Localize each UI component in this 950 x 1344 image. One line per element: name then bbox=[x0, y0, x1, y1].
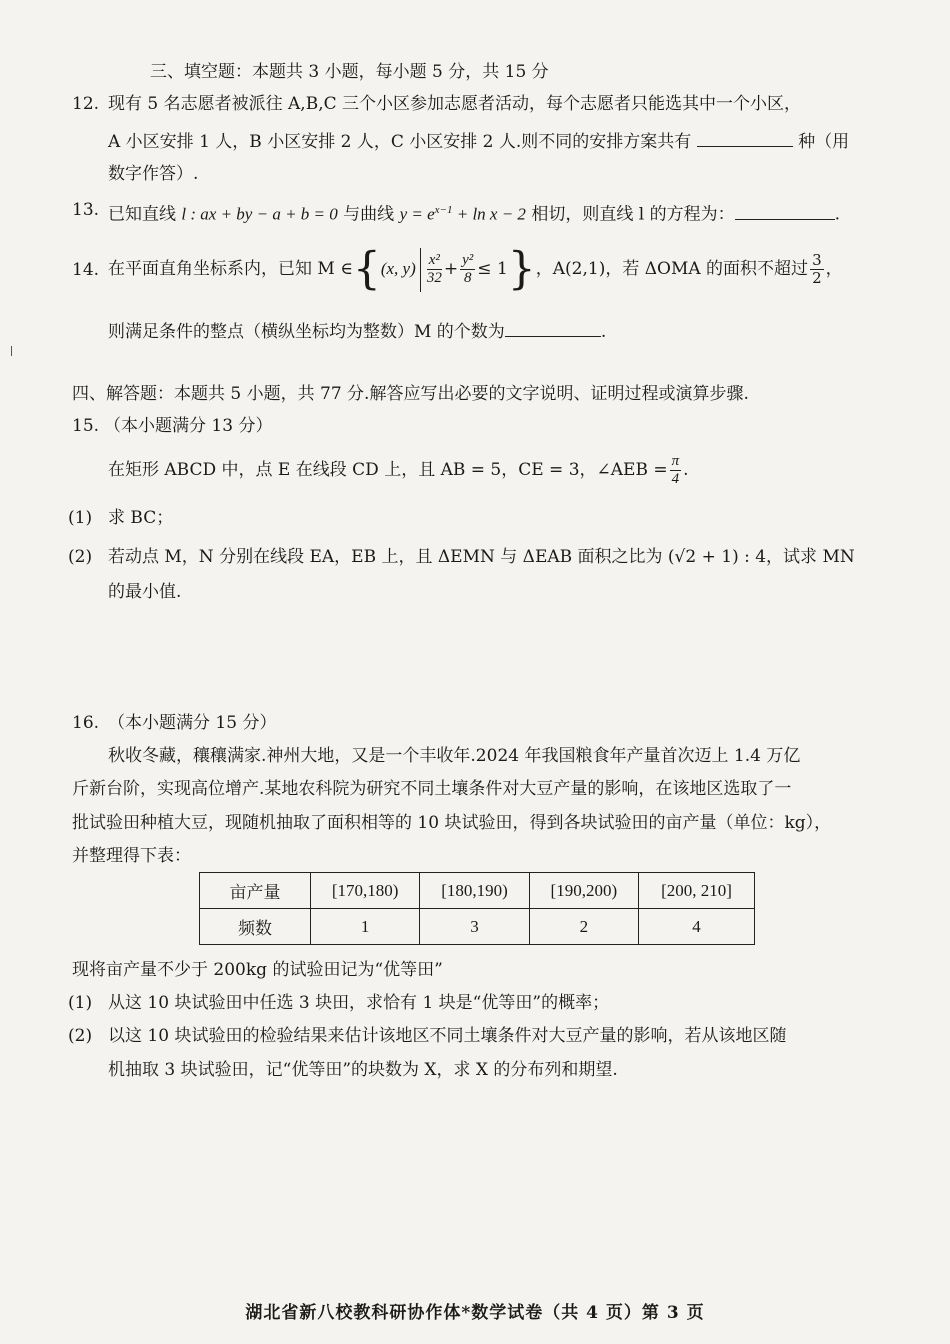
part-text: 若动点 M，N 分别在线段 EA，EB 上，且 ΔEMN 与 ΔEAB 面积之比为 (√2 + 1) : 4，试求 MN bbox=[108, 547, 855, 567]
denominator: 2 bbox=[812, 269, 822, 287]
question-text-part: 则满足条件的整点（横纵坐标均为整数）M 的个数为 bbox=[108, 322, 505, 342]
question-text bbox=[108, 198, 840, 227]
part-label: (1) bbox=[68, 993, 93, 1013]
right-brace: } bbox=[507, 243, 536, 295]
question-text-part: 在平面直角坐标系内，已知 M ∈ bbox=[108, 259, 353, 279]
question-text-part: ，A(2,1)，若 ΔOMA 的面积不超过 bbox=[535, 259, 809, 279]
curve-equation: y = e bbox=[399, 204, 435, 224]
part-label: (2) bbox=[68, 1026, 93, 1046]
question-text: 数字作答）. bbox=[108, 164, 199, 184]
numerator: y² bbox=[462, 252, 474, 268]
question-text-part: A 小区安排 1 人，B 小区安排 2 人，C 小区安排 2 人.则不同的安排方案共有 bbox=[108, 132, 692, 152]
answer-blank[interactable] bbox=[505, 318, 601, 337]
table-row bbox=[200, 909, 755, 945]
page-footer: 湖北省新八校教科研协作体*数学试卷（共 4 页）第 3 页 bbox=[245, 1303, 705, 1323]
question-number: 13. bbox=[72, 200, 100, 220]
answer-blank[interactable] bbox=[697, 128, 793, 147]
denominator: 4 bbox=[671, 471, 680, 487]
question-text-part: ， bbox=[825, 259, 843, 279]
numerator: x² bbox=[428, 252, 440, 268]
question-number: 15. bbox=[72, 416, 100, 436]
table-cell: [170,180) bbox=[311, 873, 420, 909]
paragraph-line: 并整理得下表： bbox=[72, 846, 191, 866]
question-text-part: . bbox=[600, 322, 607, 342]
fraction bbox=[810, 252, 824, 287]
question-text-part: . bbox=[683, 460, 689, 480]
table-cell: [200, 210] bbox=[638, 873, 754, 909]
table-row bbox=[200, 873, 755, 909]
table-cell: 4 bbox=[638, 909, 754, 945]
numerator: 3 bbox=[812, 251, 822, 269]
set-divider bbox=[420, 248, 421, 292]
operator: + bbox=[443, 259, 459, 279]
answer-blank[interactable] bbox=[735, 201, 835, 220]
inequality: ≤ 1 bbox=[477, 259, 508, 279]
part-text: 以这 10 块试验田的检验结果来估计该地区不同土壤条件对大豆产量的影响，若从该地区随 bbox=[108, 1026, 787, 1046]
question-number: 12. bbox=[72, 94, 100, 114]
table-cell: 3 bbox=[420, 909, 529, 945]
part-text: 机抽取 3 块试验田，记“优等田”的块数为 X，求 X 的分布列和期望. bbox=[108, 1060, 618, 1080]
table-cell: [190,200) bbox=[529, 873, 638, 909]
table-header-cell: 频数 bbox=[200, 909, 311, 945]
question-number: 14. bbox=[72, 260, 100, 280]
fraction bbox=[427, 252, 442, 287]
table-cell: [180,190) bbox=[420, 873, 529, 909]
paragraph-line: 秋收冬藏，穰穰满家.神州大地，又是一个丰收年.2024 年我国粮食年产量首次迈上 1.4 万亿 bbox=[108, 746, 801, 766]
question-text bbox=[108, 318, 606, 344]
section-header-fill-in: 三、填空题：本题共 3 小题，每小题 5 分，共 15 分 bbox=[150, 62, 549, 82]
yield-table bbox=[199, 872, 755, 945]
margin-mark bbox=[11, 346, 12, 356]
denominator: 32 bbox=[426, 270, 442, 286]
question-text-part: . bbox=[834, 204, 840, 225]
exponent: x−1 bbox=[434, 204, 453, 216]
paragraph-line: 斤新台阶，实现高位增产.某地农科院为研究不同土壤条件对大豆产量的影响，在该地区选取了一 bbox=[72, 779, 792, 799]
question-text-part: 与曲线 bbox=[337, 204, 400, 225]
table-header-cell: 亩产量 bbox=[200, 873, 311, 909]
numerator: π bbox=[671, 453, 680, 469]
part-label: (1) bbox=[68, 508, 93, 528]
question-text-part: 种（用 bbox=[798, 132, 850, 152]
part-text: 的最小值. bbox=[108, 582, 182, 602]
question-score: （本小题满分 15 分） bbox=[108, 713, 277, 733]
question-text bbox=[108, 244, 843, 295]
set-element: (x, y) bbox=[380, 259, 416, 278]
question-number: 16. bbox=[72, 713, 100, 733]
denominator: 8 bbox=[463, 270, 472, 286]
question-text: 现有 5 名志愿者被派往 A,B,C 三个小区参加志愿者活动，每个志愿者只能选其中一个小区， bbox=[108, 94, 802, 114]
question-text-part: 已知直线 bbox=[108, 204, 182, 225]
paragraph-line: 批试验田种植大豆，现随机抽取了面积相等的 10 块试验田，得到各块试验田的亩产量（单位：kg）， bbox=[72, 813, 832, 833]
note-text: 现将亩产量不少于 200kg 的试验田记为“优等田” bbox=[72, 960, 443, 980]
curve-equation-tail: + ln x − 2 bbox=[452, 204, 526, 224]
part-text: 求 BC； bbox=[108, 508, 174, 528]
fraction bbox=[460, 252, 475, 287]
question-stem bbox=[108, 448, 689, 492]
question-score: （本小题满分 13 分） bbox=[104, 416, 273, 436]
question-text-part: 相切，则直线 l 的方程为： bbox=[525, 204, 735, 225]
table-cell: 2 bbox=[529, 909, 638, 945]
fraction bbox=[670, 453, 682, 488]
question-text-part: 在矩形 ABCD 中，点 E 在线段 CD 上，且 AB = 5，CE = 3，∠AEB = bbox=[108, 460, 668, 480]
part-text: 从这 10 块试验田中任选 3 块田，求恰有 1 块是“优等田”的概率； bbox=[108, 993, 610, 1013]
part-label: (2) bbox=[68, 547, 93, 567]
line-equation: l : ax + by − a + b = 0 bbox=[181, 204, 338, 224]
section-header-solutions: 四、解答题：本题共 5 小题，共 77 分.解答应写出必要的文字说明、证明过程或演算步骤. bbox=[72, 384, 749, 404]
table-cell: 1 bbox=[311, 909, 420, 945]
question-text bbox=[108, 128, 849, 154]
left-brace: { bbox=[352, 243, 381, 295]
